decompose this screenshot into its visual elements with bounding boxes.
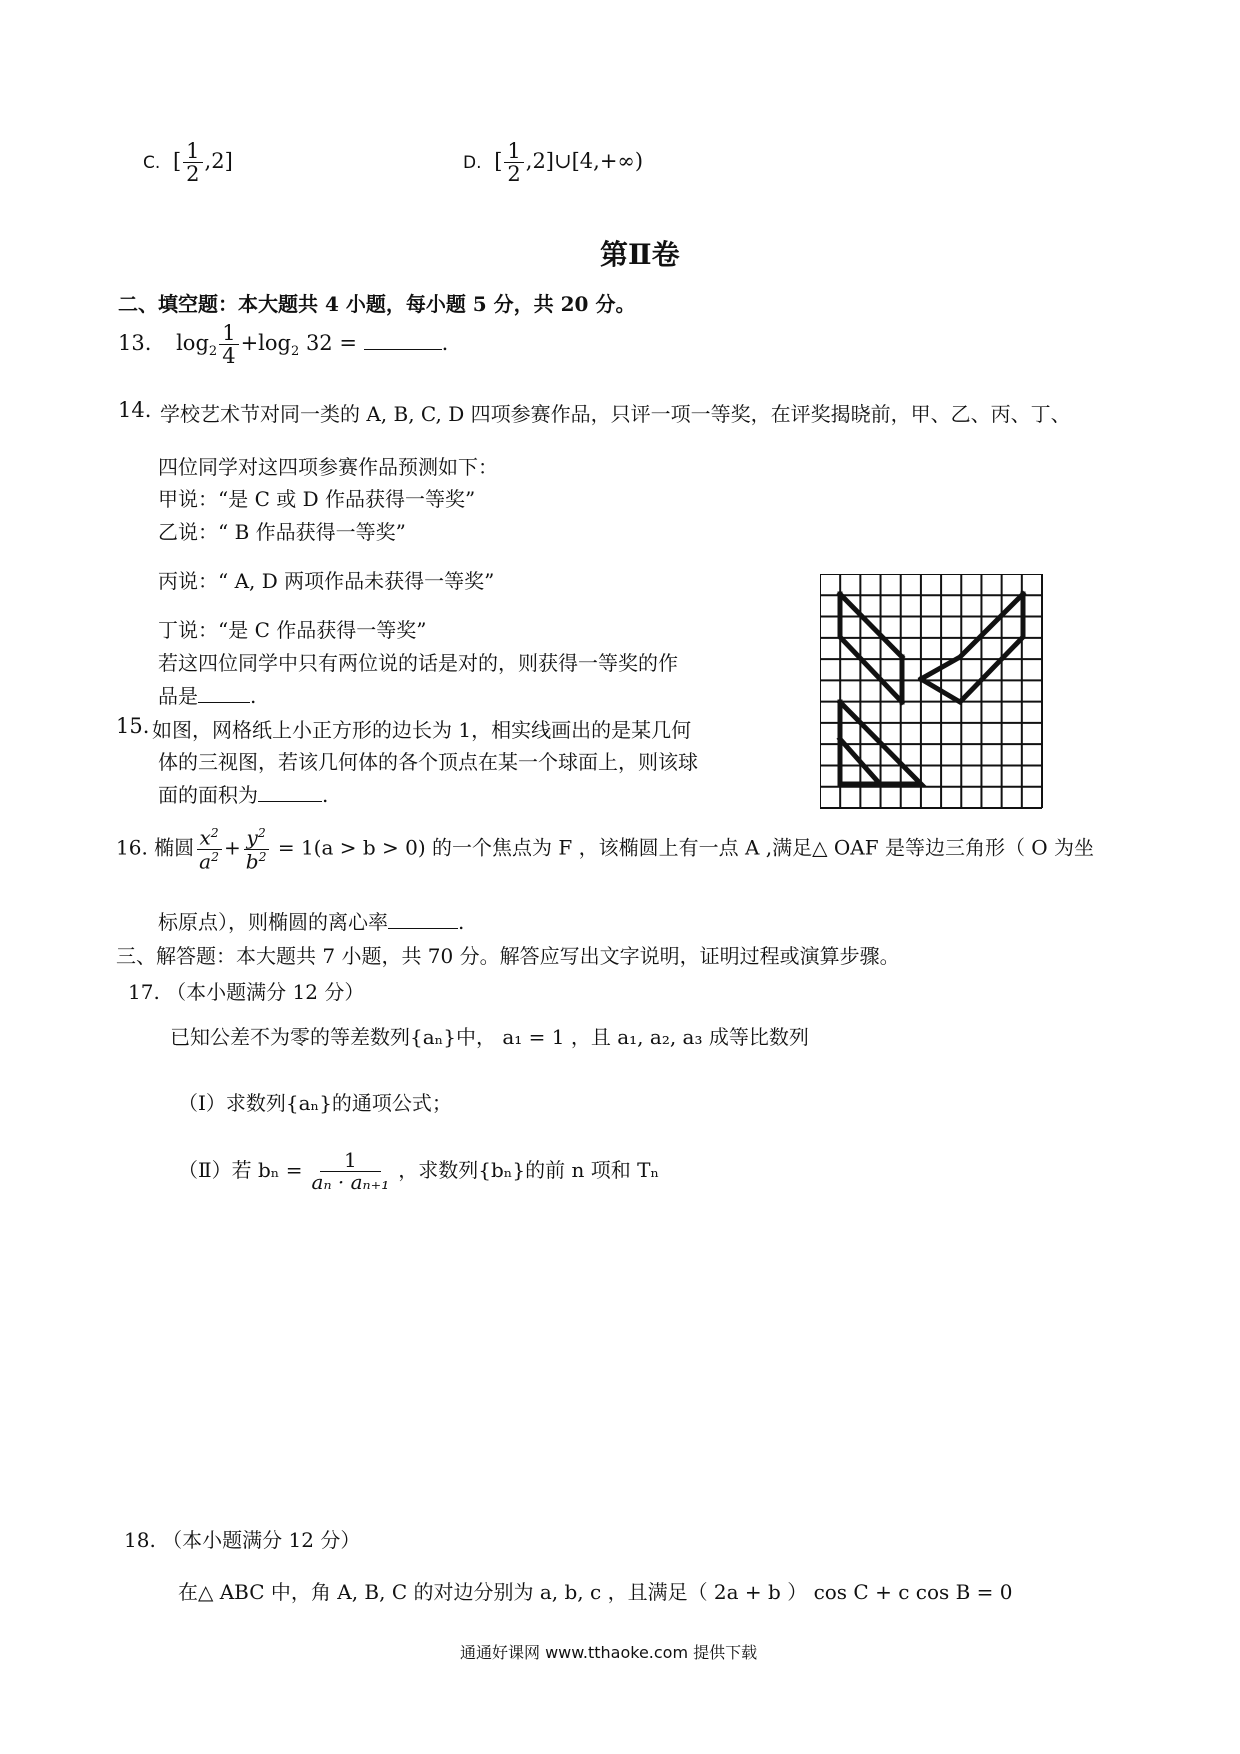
answer-blank-13[interactable]: [364, 348, 442, 350]
option-c-label: C.: [143, 153, 161, 174]
question-15-line2: 体的三视图，若该几何体的各个顶点在某一个球面上，则该球: [158, 750, 698, 774]
q16-answer-prefix: 标原点），则椭圆的离心率: [158, 910, 388, 934]
question-15-line1: 如图，网格纸上小正方形的边长为 1，相实线画出的是某几何: [152, 718, 692, 742]
question-17-stem: 已知公差不为零的等差数列{aₙ}中， a₁ = 1 ，且 a₁, a₂, a₃ 成等比数列: [170, 1025, 809, 1049]
answer-blank-15[interactable]: [258, 800, 322, 802]
q14-period: .: [250, 684, 257, 708]
question-14-line8: [158, 680, 256, 709]
question-17-part2: [178, 1150, 659, 1193]
section-title: 第Ⅱ卷: [600, 238, 680, 271]
log-base-1: 2: [208, 344, 218, 360]
statement-ding: 丁说：“是 C 作品获得一等奖”: [158, 618, 427, 642]
option-d-open: [: [494, 149, 503, 174]
y-squared-fraction: $\frac{y^2}{b^2}$: [243, 826, 270, 872]
question-18-header: [124, 1524, 360, 1553]
question-13-number: 13.: [118, 331, 152, 356]
x-var: x: [199, 825, 211, 850]
question-16-line2: [158, 906, 464, 935]
statement-bing: 丙说：“ A, D 两项作品未获得一等奖”: [158, 569, 495, 593]
log-base-2: 2: [290, 344, 300, 360]
question-17-score: （本小题满分 12 分）: [166, 980, 365, 1004]
question-16-number: 16.: [116, 835, 148, 860]
q16-period: .: [458, 910, 465, 934]
q13-fraction: $\frac{1}{4}$: [219, 322, 238, 367]
statement-jia: 甲说：“是 C 或 D 作品获得一等奖”: [158, 487, 476, 511]
question-14-line1: 学校艺术节对同一类的 A, B, C, D 四项参赛作品，只评一项一等奖，在评奖揭晓前，甲、乙、丙、丁、: [160, 402, 1071, 426]
q16-equation: = 1(a > b > 0): [277, 835, 426, 860]
option-c-open: [: [172, 149, 182, 174]
answer-blank-16[interactable]: [388, 927, 458, 929]
option-c: [143, 140, 233, 185]
question-14-line2: 四位同学对这四项参赛作品预测如下：: [158, 455, 498, 479]
q16-plus: +: [224, 835, 241, 860]
q13-rest: 32 =: [305, 331, 357, 356]
fill-in-header: 二、填空题：本大题共 4 小题，每小题 5 分，共 20 分。: [118, 292, 636, 316]
side-view-right: [921, 594, 1023, 679]
q13-period: .: [441, 331, 449, 356]
statement-yi: 乙说：“ B 作品获得一等奖”: [158, 520, 406, 544]
page-footer: 通通好课网 www.tthaoke.com 提供下载: [460, 1643, 758, 1662]
question-17-part1: （Ⅰ）求数列{aₙ}的通项公式；: [178, 1091, 452, 1115]
b-var: b: [245, 849, 259, 874]
question-14-line7: 若这四位同学中只有两位说的话是对的，则获得一等奖的作: [158, 651, 678, 675]
q17-part2-rest: ，求数列{bₙ}的前 n 项和 Tₙ: [398, 1158, 660, 1182]
question-18-number: 18.: [124, 1528, 156, 1552]
question-15-line3: [158, 779, 328, 808]
log-term-1: log: [176, 331, 209, 356]
y-var: y: [246, 825, 258, 850]
a-var: a: [199, 849, 212, 874]
option-c-rest: ,2]: [204, 149, 233, 174]
question-13: [118, 322, 448, 367]
q14-answer-prefix: 品是: [158, 684, 198, 708]
option-d-fraction: $\frac{1}{2}$: [504, 140, 523, 185]
question-16: [116, 826, 1094, 872]
option-c-fraction: $\frac{1}{2}$: [183, 140, 202, 185]
three-view-grid-figure: [820, 574, 1045, 812]
option-d-rest: ,2]∪[4,+∞): [525, 149, 644, 174]
q16-rest: 的一个焦点为 F ，该椭圆上有一点 A ,满足△ OAF 是等边三角形（ O 为坐: [432, 835, 1095, 860]
q17-part2-lead: （Ⅱ）若 bₙ =: [178, 1158, 303, 1182]
question-18-stem: 在△ ABC 中，角 A, B, C 的对边分别为 a, b, c ，且满足（ 2a + b ） cos C + c cos B = 0: [178, 1580, 1013, 1604]
solid-view-lines: [840, 594, 1023, 784]
q15-answer-prefix: 面的面积为: [158, 783, 258, 807]
q15-period: .: [322, 783, 329, 807]
option-d-label: D.: [463, 153, 482, 174]
q16-lead: 椭圆: [154, 835, 195, 860]
b-n-fraction: $\frac{1}{\text{aₙ · aₙ₊₁}}$: [311, 1148, 390, 1194]
log-term-2: +log: [240, 331, 291, 356]
answer-blank-14[interactable]: [198, 701, 250, 703]
x-squared-fraction: $\frac{x^2}{a^2}$: [196, 826, 222, 872]
question-14-number: 14.: [118, 398, 152, 422]
option-d: [463, 140, 643, 185]
question-15-number: 15.: [116, 714, 150, 738]
question-18-score: （本小题满分 12 分）: [162, 1528, 361, 1552]
question-17-number: 17.: [128, 980, 160, 1004]
question-17-header: [128, 976, 364, 1005]
answer-section-header: 三、解答题：本大题共 7 小题，共 70 分。解答应写出文字说明，证明过程或演算步骤。: [116, 944, 900, 968]
